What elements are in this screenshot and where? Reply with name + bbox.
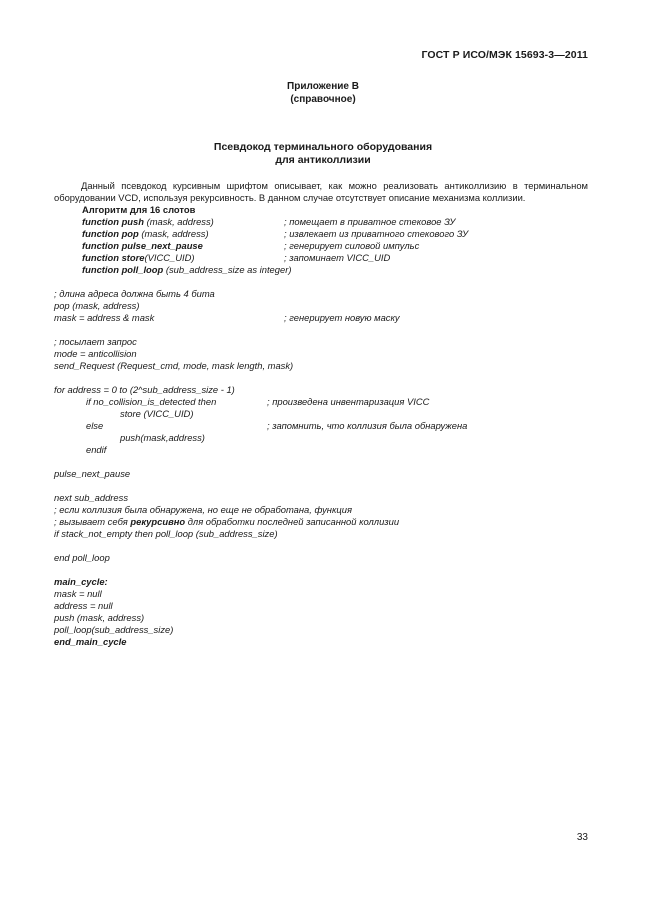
code-line [54,624,594,636]
endif-line [54,444,594,456]
code-text: send_Request (Request_cmd, mode, mask length, mask) [54,360,294,371]
function-args: (VICC_UID) [144,252,195,263]
function-line [54,228,594,240]
function-keyword: function pulse_next_pause [82,240,203,251]
code-text-bold: рекурсивно [130,516,186,527]
code-line [54,504,594,516]
code-line [54,300,594,312]
code-line [54,588,594,600]
code-text: для обработки последней записанной коллизии [185,516,400,527]
function-line [54,252,594,264]
main-cycle-end-line [54,636,594,648]
function-line [54,264,594,276]
code-line [54,528,594,540]
section-title [0,141,646,167]
code-text: address = null [54,600,113,611]
appendix-subtitle: (справочное) [290,94,356,105]
code-line [54,492,594,504]
code-text: if no_collision_is_detected then [86,396,217,407]
code-text: pulse_next_pause [54,468,131,479]
function-line [54,216,594,228]
code-comment: ; запомнить, что коллизия была обнаружена [267,420,468,431]
section-title-line2: для антиколлизии [275,154,371,166]
else-line [54,420,594,432]
code-text: store (VICC_UID) [120,408,194,419]
if-line [54,396,594,408]
function-keyword: function store [82,252,145,263]
code-text: push(mask,address) [120,432,205,443]
code-text: if stack_not_empty then poll_loop (sub_address_size) [54,528,278,539]
code-line [54,468,594,480]
code-text: endif [86,444,107,455]
code-line [54,288,594,300]
code-text: else [86,420,104,431]
page-number: 33 [576,832,588,843]
algorithm-title-line [54,204,594,216]
appendix-heading [0,80,646,106]
code-text: ; длина адреса должна быть 4 бита [54,288,215,299]
function-args: (sub_address_size as integer) [163,264,292,275]
algorithm-title: Алгоритм для 16 слотов [82,204,196,215]
code-comment: ; генерирует новую маску [284,312,400,323]
code-comment: ; произведена инвентаризация VICC [267,396,430,407]
section-title-line1: Псевдокод терминального оборудования [213,141,433,153]
code-text: for address = 0 to (2^sub_address_size - 1) [54,384,235,395]
function-comment: ; помещает в приватное стековое ЗУ [284,216,456,227]
function-comment: ; запоминает VICC_UID [284,252,391,263]
code-text: poll_loop(sub_address_size) [54,624,174,635]
appendix-title: Приложение В [287,81,359,92]
code-text: ; посылает запрос [54,336,137,347]
function-keyword: function pop [82,228,139,239]
code-text: next sub_address [54,492,129,503]
code-text-bold: main_cycle: [54,576,108,587]
function-keyword: function push [82,216,144,227]
pseudocode-block [54,204,594,648]
function-keyword: function poll_loop [82,264,164,275]
code-line [54,360,594,372]
push-line [54,432,594,444]
main-cycle-start-line [54,576,594,588]
function-args: (mask, address) [143,216,214,227]
code-text: end poll_loop [54,552,110,563]
code-line [54,312,594,324]
code-text: ; если коллизия была обнаружена, но еще не обработана, функция [54,504,352,515]
code-text: mode = anticollision [54,348,137,359]
code-text: mask = address & mask [54,312,155,323]
code-text: pop (mask, address) [54,300,140,311]
code-text: mask = null [54,588,102,599]
function-args: (mask, address) [138,228,209,239]
function-comment: ; генерирует силовой импульс [284,240,420,251]
code-text: push (mask, address) [54,612,145,623]
code-line [54,612,594,624]
function-line [54,240,594,252]
code-line [54,552,594,564]
for-loop-line [54,384,594,396]
code-text: ; вызывает себя [54,516,131,527]
code-line [54,348,594,360]
intro-paragraph: Данный псевдокод курсивным шрифтом описывает, как можно реализовать антиколлизию в терминальном оборудовании VCD, используя рекурсивность. В данном случае отсутствует описание механизма коллизии. [54,180,588,203]
code-line [54,336,594,348]
code-text-bold: end_main_cycle [54,636,127,647]
code-line [54,600,594,612]
code-line [54,516,594,528]
document-code: ГОСТ Р ИСО/МЭК 15693-3—2011 [421,49,588,61]
function-comment: ; извлекает из приватного стекового ЗУ [284,228,469,239]
store-line [54,408,594,420]
